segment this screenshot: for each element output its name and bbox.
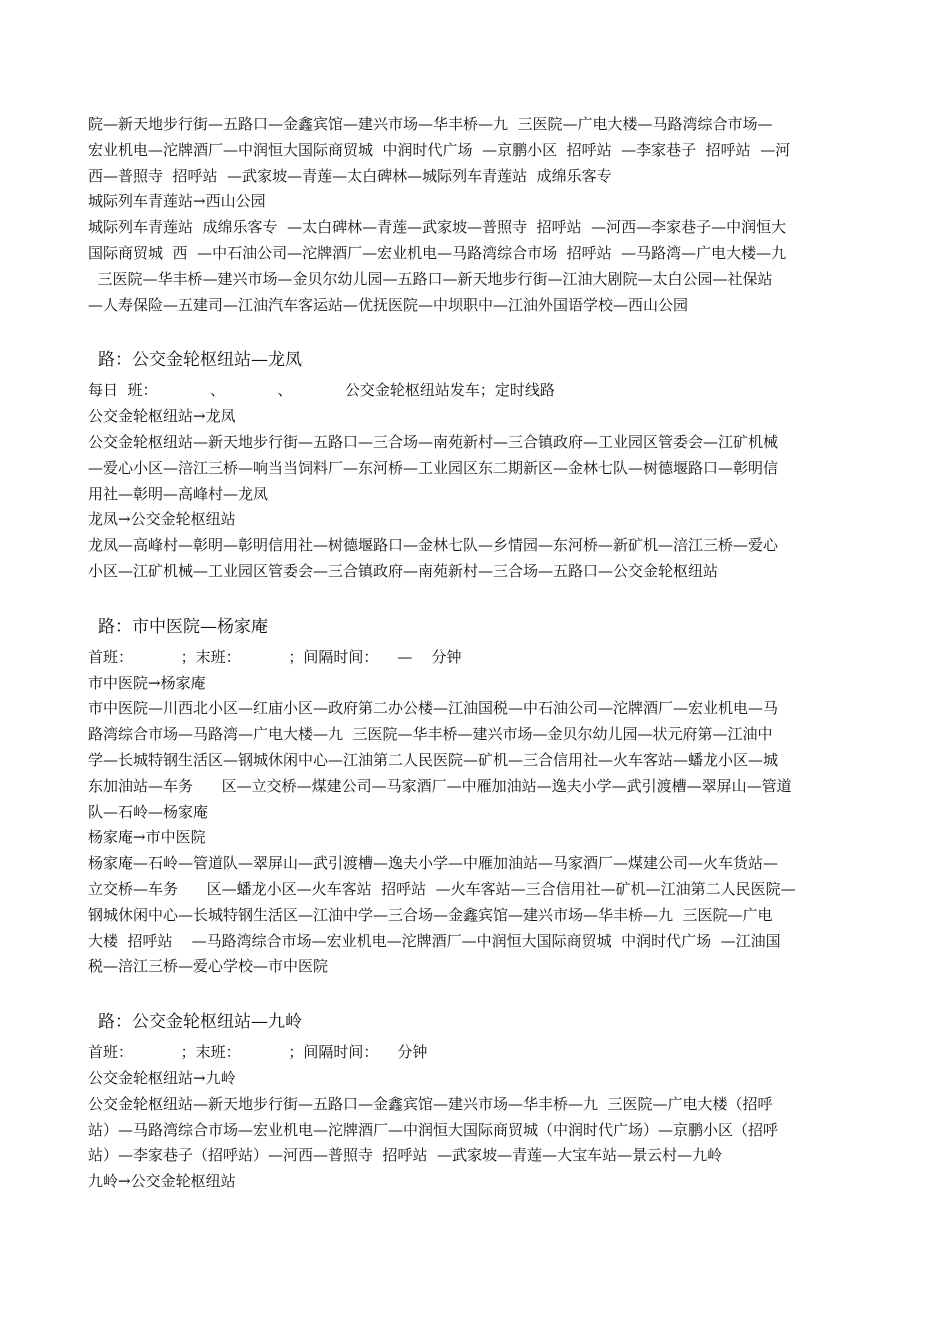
schedule-line: 首班： ；末班： ；间隔时间： 分钟	[88, 1043, 428, 1062]
text-line: 税—涪江三桥—爱心学校—市中医院	[88, 957, 329, 976]
text-line: 立交桥—车务 区—蟠龙小区—火车客站 招呼站 —火车客站—三合信用社—矿机—江油第二人民医院—	[88, 879, 796, 898]
direction-heading: 公交金轮枢纽站→九岭	[88, 1068, 236, 1087]
text-line: 队—石岭—杨家庵	[88, 802, 209, 821]
text-line: 公交金轮枢纽站—新天地步行街—五路口—金鑫宾馆—建兴市场—华丰桥—九 三医院—广电大楼（招呼	[88, 1094, 773, 1113]
text-line: 三医院—华丰桥—建兴市场—金贝尔幼儿园—五路口—新天地步行街—江油大剧院—太白公园—社保站	[88, 269, 773, 288]
text-line: 钢城休闲中心—长城特钢生活区—江油中学—三合场—金鑫宾馆—建兴市场—华丰桥—九 三医院—广电	[88, 905, 773, 924]
document-page	[88, 112, 866, 1195]
route-title-text: 路：市中医院—杨家庵	[98, 616, 268, 637]
text-line: —爱心小区—涪江三桥—响当当饲料厂—东河桥—工业园区东二期新区—金林七队—树德堰路口—彰明信	[88, 458, 779, 477]
text-line: 学—长城特钢生活区—钢城休闲中心—江油第二人民医院—矿机—三合信用社—火车客站—蟠龙小区—城	[88, 750, 779, 769]
text-line: 国际商贸城 西 —中石油公司—沱牌酒厂—宏业机电—马路湾综合市场 招呼站 —马路湾—广电大楼—九	[88, 243, 787, 262]
direction-heading: 城际列车青莲站→西山公园	[88, 192, 266, 211]
schedule-line: 首班： ；末班： ；间隔时间： — 分钟	[88, 647, 462, 666]
text-line: 站）—马路湾综合市场—宏业机电—沱牌酒厂—中润恒大国际商贸城（中润时代广场）—京鹏小区（招呼	[88, 1120, 779, 1139]
intro-section	[88, 112, 866, 318]
text-line: 西—普照寺 招呼站 —武家坡—青莲—太白碑林—城际列车青莲站 成绵乐客专	[88, 166, 612, 185]
route-title	[88, 347, 866, 373]
route-title-text: 路：公交金轮枢纽站—龙凤	[98, 350, 302, 371]
route-section	[88, 614, 866, 980]
text-line: 公交金轮枢纽站—新天地步行街—五路口—三合场—南苑新村—三合镇政府—工业园区管委会—江矿机械	[88, 432, 779, 451]
direction-heading: 龙凤→公交金轮枢纽站	[88, 510, 236, 529]
text-line: 市中医院—川西北小区—红庙小区—政府第二办公楼—江油国税—中石油公司—沱牌酒厂—宏业机电—马	[88, 699, 779, 718]
text-line: 用社—彰明—高峰村—龙凤	[88, 484, 269, 503]
text-line: —人寿保险—五建司—江油汽车客运站—优抚医院—中坝职中—江油外国语学校—西山公园	[88, 295, 689, 314]
text-line: 城际列车青莲站 成绵乐客专 —太白碑林—青莲—武家坡—普照寺 招呼站 —河西—李家巷子—中润恒大	[88, 218, 787, 237]
direction-heading: 九岭→公交金轮枢纽站	[88, 1172, 236, 1191]
text-line: 大楼 招呼站 —马路湾综合市场—宏业机电—沱牌酒厂—中润恒大国际商贸城 中润时代广场 —江油国	[88, 931, 781, 950]
route-section	[88, 347, 866, 584]
text-line: 宏业机电—沱牌酒厂—中润恒大国际商贸城 中润时代广场 —京鹏小区 招呼站 —李家巷子 招呼站 —河	[88, 140, 791, 159]
text-line: 龙凤—高峰村—彰明—彰明信用社—树德堰路口—金林七队—乡情园—东河桥—新矿机—涪江三桥—爱心	[88, 536, 779, 555]
schedule-line: 每日 班： 、 、 公交金轮枢纽站发车；定时线路	[88, 381, 555, 400]
text-line: 院—新天地步行街—五路口—金鑫宾馆—建兴市场—华丰桥—九 三医院—广电大楼—马路湾综合市场—	[88, 115, 773, 133]
text-line: 站）—李家巷子（招呼站）—河西—普照寺 招呼站 —武家坡—青莲—大宝车站—景云村—九岭	[88, 1146, 723, 1165]
direction-heading: 杨家庵→市中医院	[88, 828, 206, 847]
direction-heading: 公交金轮枢纽站→龙凤	[88, 407, 236, 426]
text-line: 东加油站—车务 区—立交桥—煤建公司—马家酒厂—中雁加油站—逸夫小学—武引渡槽—翠屏山—管道	[88, 776, 792, 795]
text-line: 杨家庵—石岭—管道队—翠屏山—武引渡槽—逸夫小学—中雁加油站—马家酒厂—煤建公司—火车货站—	[88, 854, 779, 873]
route-title-text: 路：公交金轮枢纽站—九岭	[98, 1012, 302, 1033]
route-title	[88, 614, 866, 640]
route-title	[88, 1009, 866, 1035]
direction-heading: 市中医院→杨家庵	[88, 673, 206, 692]
text-line: 小区—江矿机械—工业园区管委会—三合镇政府—南苑新村—三合场—五路口—公交金轮枢纽站	[88, 561, 719, 580]
route-section	[88, 1009, 866, 1195]
text-line: 路湾综合市场—马路湾—广电大楼—九 三医院—华丰桥—建兴市场—金贝尔幼儿园—状元府第—江油中	[88, 725, 773, 744]
